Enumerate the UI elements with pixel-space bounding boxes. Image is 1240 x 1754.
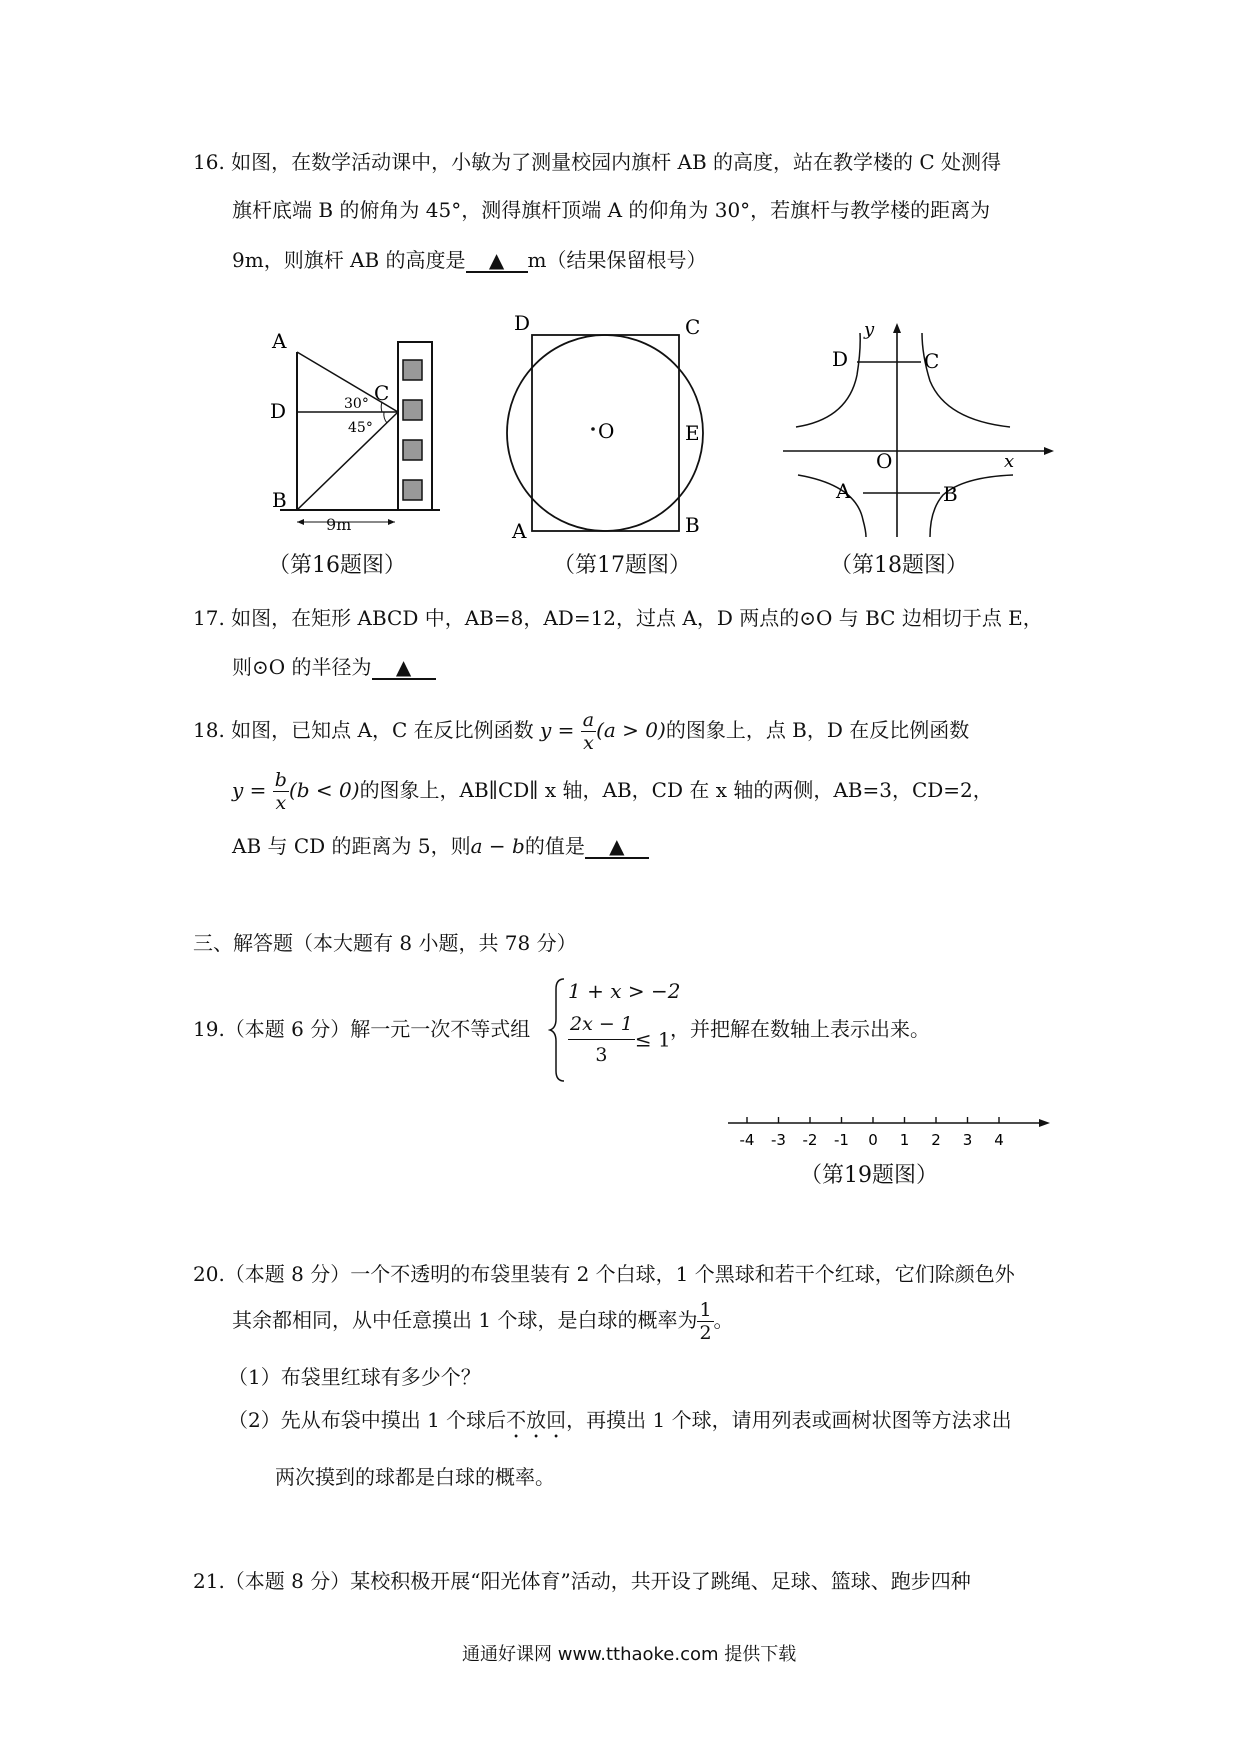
- fig18-label-x: x: [1004, 451, 1015, 472]
- number-line-label: 2: [931, 1131, 941, 1149]
- q16-line3-text: 9m，则旗杆 AB 的高度是: [232, 248, 466, 272]
- number-line-label: -1: [834, 1131, 849, 1149]
- q20-line2: [232, 1290, 734, 1350]
- figure-16: [260, 320, 460, 540]
- q20-fraction: [697, 1299, 713, 1344]
- figure-16-svg: [260, 320, 460, 540]
- fig16-label-d: D: [270, 399, 287, 423]
- fraction-denominator: 2: [699, 1322, 712, 1344]
- fig18-label-y: y: [864, 319, 875, 340]
- q17-line1: 17. 如图，在矩形 ABCD 中，AB=8，AD=12，过点 A，D 两点的⊙O 与 BC 边相切于点 E，: [193, 606, 1043, 630]
- q18-line3-text: AB 与 CD 的距离为 5，则: [232, 834, 471, 858]
- q17-line2-text: 则⊙O 的半径为: [232, 655, 372, 679]
- q20-line1: 20.（本题 8 分）一个不透明的布袋里装有 2 个白球，1 个黑球和若干个红球，它们除颜色外: [193, 1262, 1015, 1286]
- answer-blank: ▲: [585, 835, 649, 859]
- q20-sub2-post: ，再摸出 1 个球，请用列表或画树状图等方法求出: [566, 1408, 1012, 1432]
- fraction-denominator: 3: [595, 1044, 608, 1066]
- inequality-2-relation: ≤ 1: [634, 1027, 671, 1052]
- figure-19-number-line: [725, 1105, 1055, 1155]
- q18-condition-2: (b < 0): [288, 778, 360, 802]
- number-line-label: -2: [802, 1131, 818, 1149]
- number-line-label: -4: [739, 1131, 755, 1149]
- fig17-label-o: O: [598, 419, 615, 443]
- figure-17-caption: （第17题图）: [553, 553, 691, 578]
- fraction-numerator: 1: [699, 1299, 712, 1321]
- fig17-label-b: B: [685, 513, 700, 537]
- q16-line2: 旗杆底端 B 的俯角为 45°，测得旗杆顶端 A 的仰角为 30°，若旗杆与教学楼的距离为: [232, 198, 991, 222]
- fig16-label-a: A: [272, 329, 287, 353]
- answer-blank: ▲: [466, 249, 528, 273]
- number-line-label: 3: [962, 1131, 973, 1149]
- figure-18-svg: [778, 315, 1058, 540]
- q20-sub2: [228, 1406, 1012, 1443]
- number-line-label: 0: [868, 1131, 878, 1149]
- q18-line3: [232, 832, 649, 860]
- q20-line2-post: 。: [713, 1308, 734, 1332]
- inequality-system: [548, 975, 681, 1085]
- number-line-label: 1: [899, 1131, 910, 1149]
- q20-sub1: （1）布袋里红球有多少个？: [228, 1365, 481, 1389]
- q16-line3-unit: m（结果保留根号）: [527, 248, 707, 272]
- fig17-label-e: E: [685, 421, 700, 445]
- q18-line3-mid: 的值是: [524, 834, 585, 858]
- fig18-label-d: D: [832, 347, 849, 371]
- fraction-numerator: a: [582, 709, 595, 731]
- fraction-numerator: b: [274, 769, 287, 791]
- fig16-angle-30: 30°: [344, 396, 369, 412]
- q17-line2: [232, 653, 436, 681]
- inequality-1: 1 + x > −2: [568, 979, 681, 1003]
- number-line-label: -3: [771, 1131, 786, 1149]
- q18-y2: y =: [232, 778, 267, 802]
- q20-sub2-text: （2）先从布袋中摸出 1 个球后: [228, 1408, 507, 1432]
- q16-line1: 16. 如图，在数学活动课中，小敏为了测量校园内旗杆 AB 的高度，站在教学楼的 C 处测得: [193, 150, 1002, 174]
- q18-line2: [232, 760, 993, 820]
- fig17-label-a: A: [512, 519, 527, 543]
- q19-line: 19.（本题 6 分）解一元一次不等式组: [193, 1017, 531, 1041]
- q18-line1-text: 18. 如图，已知点 A，C 在反比例函数: [193, 718, 534, 742]
- fraction-denominator: x: [583, 732, 594, 754]
- figure-16-caption: （第16题图）: [268, 553, 406, 578]
- q20-emphasis: 不放回: [506, 1408, 567, 1432]
- fraction-denominator: x: [275, 792, 287, 814]
- figure-17: [495, 310, 735, 545]
- q18-condition-1: (a > 0): [596, 718, 666, 742]
- fraction-numerator: 2x − 1: [568, 1009, 635, 1040]
- q18-line1-post: 的图象上，点 B，D 在反比例函数: [665, 718, 970, 742]
- q19-line-post: ，并把解在数轴上表示出来。: [670, 1017, 930, 1041]
- brace-icon: [548, 975, 568, 1085]
- fig18-label-c: C: [924, 349, 940, 373]
- answer-blank: ▲: [372, 656, 436, 680]
- fig16-label-c: C: [374, 381, 390, 405]
- number-line-label: 4: [994, 1131, 1004, 1149]
- figure-18-caption: （第18题图）: [830, 553, 968, 578]
- fig18-label-b: B: [943, 482, 958, 506]
- figure-19-caption: （第19题图）: [800, 1163, 938, 1188]
- fig18-label-a: A: [836, 479, 851, 503]
- q21-line1: 21.（本题 8 分）某校积极开展“阳光体育”活动，共开设了跳绳、足球、篮球、跑步四种: [193, 1569, 971, 1593]
- section-title: 三、解答题（本大题有 8 小题，共 78 分）: [193, 931, 577, 955]
- q20-line2-text: 其余都相同，从中任意摸出 1 个球，是白球的概率为: [232, 1308, 698, 1332]
- inequality-2: [568, 1009, 671, 1070]
- q20-sub2-line2: 两次摸到的球都是白球的概率。: [275, 1465, 555, 1489]
- q18-expression: a − b: [470, 834, 525, 858]
- fig16-label-b: B: [272, 488, 287, 512]
- fig16-angle-45: 45°: [348, 420, 373, 436]
- q18-line1: [193, 700, 969, 760]
- fig17-label-d: D: [514, 311, 531, 335]
- number-line-svg: [725, 1105, 1055, 1155]
- q18-fraction-1: [581, 709, 596, 754]
- footer-text: 通通好课网 www.tthaoke.com 提供下载: [462, 1644, 797, 1665]
- figure-18: [778, 315, 1058, 540]
- q18-fraction-2: [273, 769, 289, 814]
- inequality-2-fraction: [568, 1009, 635, 1070]
- figure-17-svg: [495, 310, 735, 545]
- fig17-label-c: C: [685, 315, 701, 339]
- q18-line2-text: 的图象上，AB∥CD∥ x 轴，AB，CD 在 x 轴的两侧，AB=3，CD=2，: [359, 778, 993, 802]
- q18-y1: y =: [539, 718, 575, 742]
- fig16-distance: 9m: [326, 515, 352, 534]
- q16-line3: [232, 246, 707, 274]
- fig18-label-o: O: [876, 449, 893, 473]
